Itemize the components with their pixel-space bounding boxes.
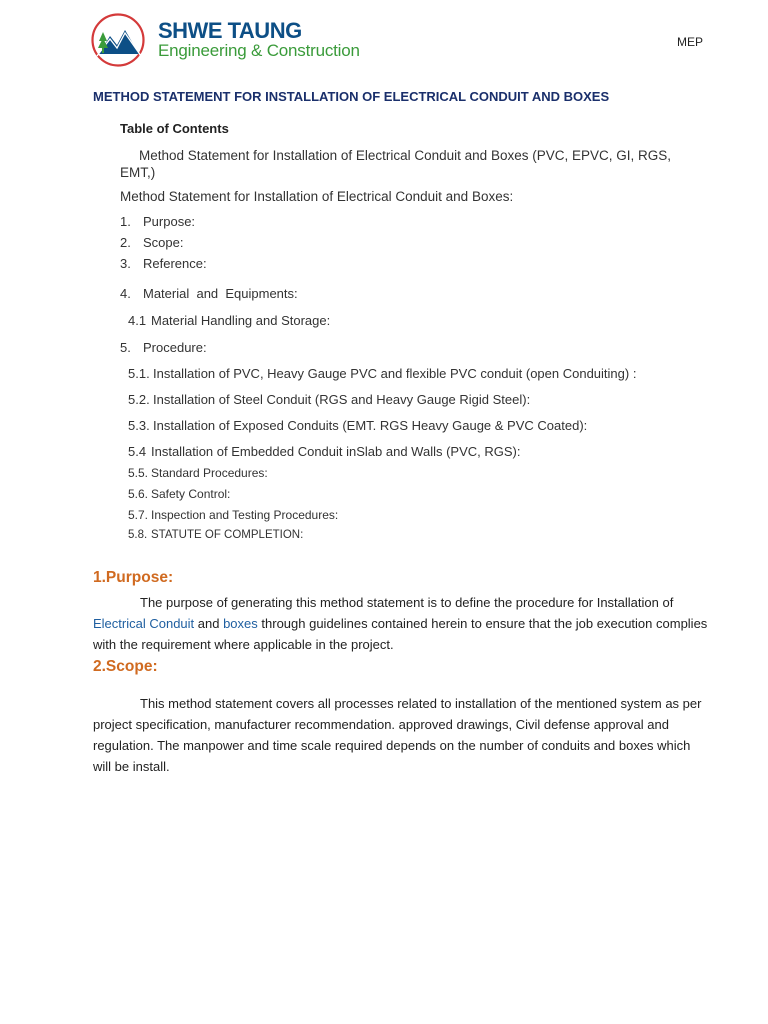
toc-item-procedure-5-3[interactable] xyxy=(128,418,587,433)
electrical-conduit-link[interactable]: Electrical Conduit xyxy=(93,616,195,631)
toc-item-scope[interactable] xyxy=(120,235,183,250)
toc-item-procedure-5-2[interactable] xyxy=(128,392,530,407)
toc-item-number: 4. xyxy=(120,286,131,301)
toc-item-procedure-5-6[interactable] xyxy=(128,487,230,501)
toc-subtitle: Method Statement for Installation of Electrical Conduit and Boxes: xyxy=(120,189,514,204)
toc-item-label: Installation of Steel Conduit (RGS and Heavy Gauge Rigid Steel): xyxy=(153,392,531,407)
toc-item-purpose[interactable] xyxy=(120,214,195,229)
toc-intro: Method Statement for Installation of Electrical Conduit and Boxes (PVC, EPVC, GI, RGS, EMT,) xyxy=(120,148,671,180)
toc-item-label: Installation of Exposed Conduits (EMT. RGS Heavy Gauge & PVC Coated): xyxy=(153,418,588,433)
toc-item-label: Installation of PVC, Heavy Gauge PVC and flexible PVC conduit (open Conduiting) : xyxy=(153,366,637,381)
toc-item-label: Standard Procedures: xyxy=(151,466,268,480)
toc-item-number: 5.2. xyxy=(128,392,150,407)
toc-item-number: 5. xyxy=(120,340,131,355)
toc-item-materials[interactable] xyxy=(120,286,298,301)
toc-item-label: Installation of Embedded Conduit inSlab and Walls (PVC, RGS): xyxy=(151,444,521,459)
document-title: METHOD STATEMENT FOR INSTALLATION OF ELECTRICAL CONDUIT AND BOXES xyxy=(93,89,610,104)
toc-item-label: Inspection and Testing Procedures: xyxy=(151,508,339,522)
toc-item-procedure-5-8[interactable] xyxy=(128,529,303,541)
section-heading-purpose: 1.Purpose: xyxy=(93,569,174,586)
toc-item-label: Reference: xyxy=(143,256,207,271)
section-heading-scope: 2.Scope: xyxy=(93,658,158,675)
toc-item-label: Scope: xyxy=(143,235,184,250)
company-logo xyxy=(90,12,156,68)
toc-item-procedure-5-1[interactable] xyxy=(128,366,636,381)
toc-item-reference[interactable] xyxy=(120,256,207,271)
company-tagline: Engineering & Construction xyxy=(158,41,360,60)
purpose-paragraph: The purpose of generating this method statement is to define the procedure for Installation of Electrical Conduit and boxes through guidelines contained herein to ensure that the job execution complies with the requirement where applicable in the project. xyxy=(93,595,708,652)
toc-item-number: 5.6. xyxy=(128,487,149,501)
scope-paragraph: This method statement covers all processes related to installation of the mentioned system as per project specification, manufacturer recommendation. approved drawings, Civil defense approval and regulation. The manpower and time scale required depends on the number of conduits and boxes which will be install. xyxy=(93,696,702,774)
company-name: SHWE TAUNG xyxy=(158,18,302,43)
toc-item-number: 5.8. xyxy=(128,529,148,541)
toc-item-number: 5.4 xyxy=(128,444,147,459)
toc-item-procedure-5-7[interactable] xyxy=(128,508,338,522)
toc-item-number: 5.7. xyxy=(128,508,149,522)
toc-item-procedure-5-5[interactable] xyxy=(128,466,268,480)
toc-item-number: 3. xyxy=(120,256,131,271)
toc-item-material-handling[interactable] xyxy=(128,313,330,328)
toc-item-label: Safety Control: xyxy=(151,487,231,501)
toc-item-number: 5.3. xyxy=(128,418,150,433)
boxes-link[interactable]: boxes xyxy=(223,616,258,631)
toc-item-number: 1. xyxy=(120,214,131,229)
department-label: MEP xyxy=(677,35,704,49)
toc-item-number: 5.1. xyxy=(128,366,150,381)
toc-item-label: Material Handling and Storage: xyxy=(151,313,331,328)
toc-item-procedure-5-4[interactable] xyxy=(128,444,520,459)
toc-item-number: 4.1 xyxy=(128,313,147,328)
toc-item-procedure[interactable] xyxy=(120,340,207,355)
toc-item-number: 2. xyxy=(120,235,131,250)
toc-item-label: Procedure: xyxy=(143,340,207,355)
toc-item-label: Material and Equipments: xyxy=(143,286,298,301)
toc-item-label: STATUTE OF COMPLETION: xyxy=(151,529,304,541)
toc-heading: Table of Contents xyxy=(120,121,229,136)
mountain-tree-logo-icon xyxy=(90,12,156,68)
toc-item-label: Purpose: xyxy=(143,214,196,229)
toc-item-number: 5.5. xyxy=(128,466,149,480)
